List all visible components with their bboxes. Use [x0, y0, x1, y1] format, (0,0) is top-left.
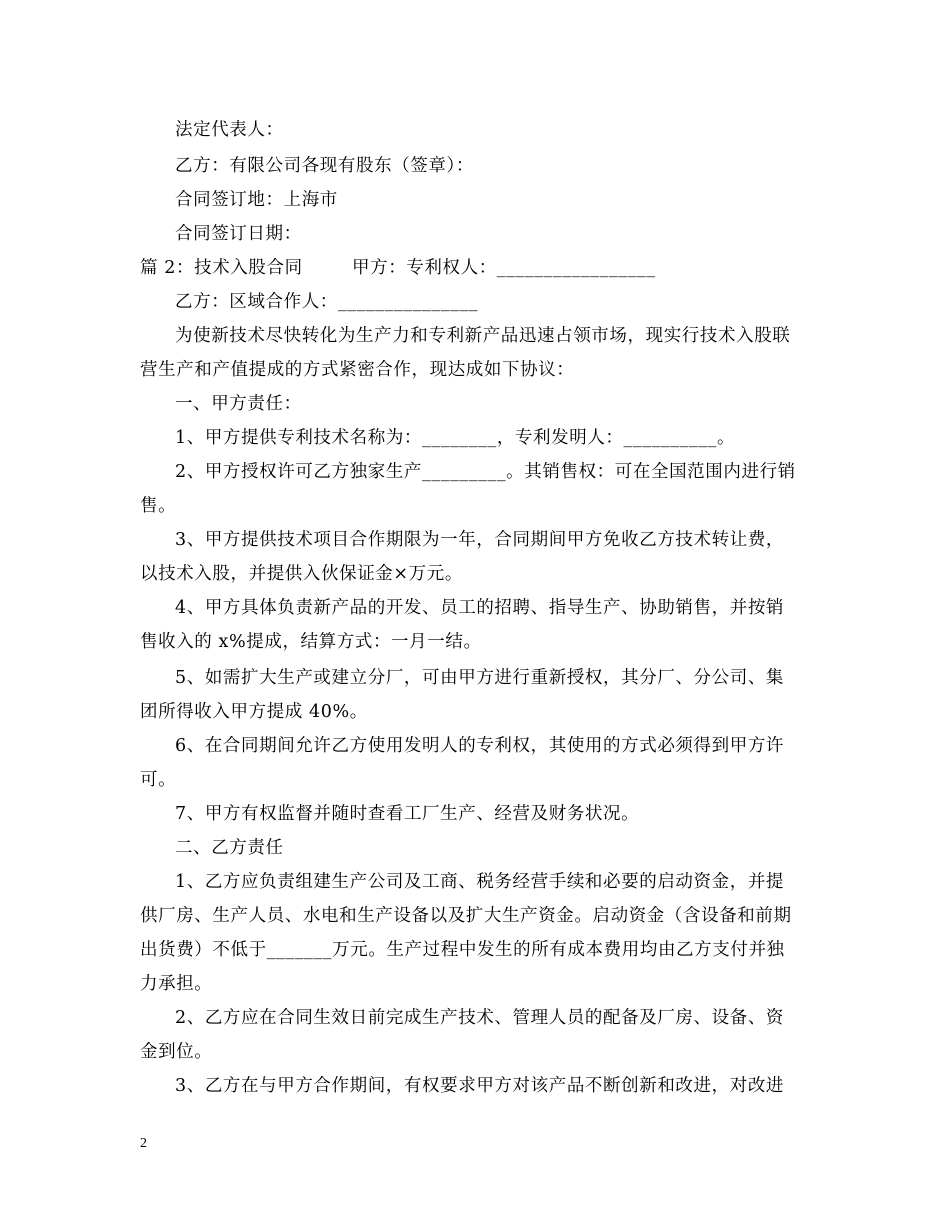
text-line: 5、如需扩大生产或建立分厂，可由甲方进行重新授权，其分厂、分公司、集	[175, 668, 785, 688]
text-line: 合同签订日期：	[175, 224, 302, 244]
text-line: 2、乙方应在合同生效日前完成生产技术、管理人员的配备及厂房、设备、资	[175, 1008, 785, 1028]
text-line: 团所得收入甲方提成 40%。	[140, 702, 368, 722]
text-line: 3、乙方在与甲方合作期间，有权要求甲方对该产品不断创新和改进，对改进	[175, 1076, 785, 1096]
text-line: 营生产和产值提成的方式紧密合作，现达成如下协议：	[140, 360, 575, 380]
text-line: 一、甲方责任：	[175, 394, 302, 414]
text-line: 售。	[140, 496, 177, 516]
text-line: 篇 2：技术入股合同 甲方：专利权人：_________________	[140, 258, 656, 278]
text-line: 7、甲方有权监督并随时查看工厂生产、经营及财务状况。	[175, 804, 640, 824]
text-line: 出货费）不低于_______万元。生产过程中发生的所有成本费用均由乙方支付并独	[140, 940, 785, 960]
text-line: 乙方：区域合作人：_______________	[175, 292, 479, 312]
text-line: 6、在合同期间允许乙方使用发明人的专利权，其使用的方式必须得到甲方许	[175, 736, 785, 756]
page-number: 2	[140, 1136, 147, 1151]
text-line: 可。	[140, 770, 177, 790]
text-line: 力承担。	[140, 974, 213, 994]
text-line: 二、乙方责任	[175, 838, 284, 858]
text-line: 以技术入股，并提供入伙保证金×万元。	[140, 564, 463, 584]
text-line: 1、甲方提供专利技术名称为：________，专利发明人：__________。	[175, 428, 736, 448]
text-line: 金到位。	[140, 1042, 213, 1062]
text-line: 法定代表人：	[175, 120, 284, 140]
text-line: 3、甲方提供技术项目合作期限为一年，合同期间甲方免收乙方技术转让费，	[175, 530, 785, 550]
text-line: 供厂房、生产人员、水电和生产设备以及扩大生产资金。启动资金（含设备和前期	[140, 906, 792, 926]
text-line: 乙方：有限公司各现有股东（签章）：	[175, 156, 474, 176]
text-line: 4、甲方具体负责新产品的开发、员工的招聘、指导生产、协助销售，并按销	[175, 598, 785, 618]
text-line: 为使新技术尽快转化为生产力和专利新产品迅速占领市场，现实行技术入股联	[175, 326, 791, 346]
text-line: 售收入的 x%提成，结算方式：一月一结。	[140, 632, 482, 652]
text-line: 合同签订地：上海市	[175, 190, 338, 210]
text-line: 2、甲方授权许可乙方独家生产_________。其销售权：可在全国范围内进行销	[175, 462, 796, 482]
text-line: 1、乙方应负责组建生产公司及工商、税务经营手续和必要的启动资金，并提	[175, 872, 785, 892]
